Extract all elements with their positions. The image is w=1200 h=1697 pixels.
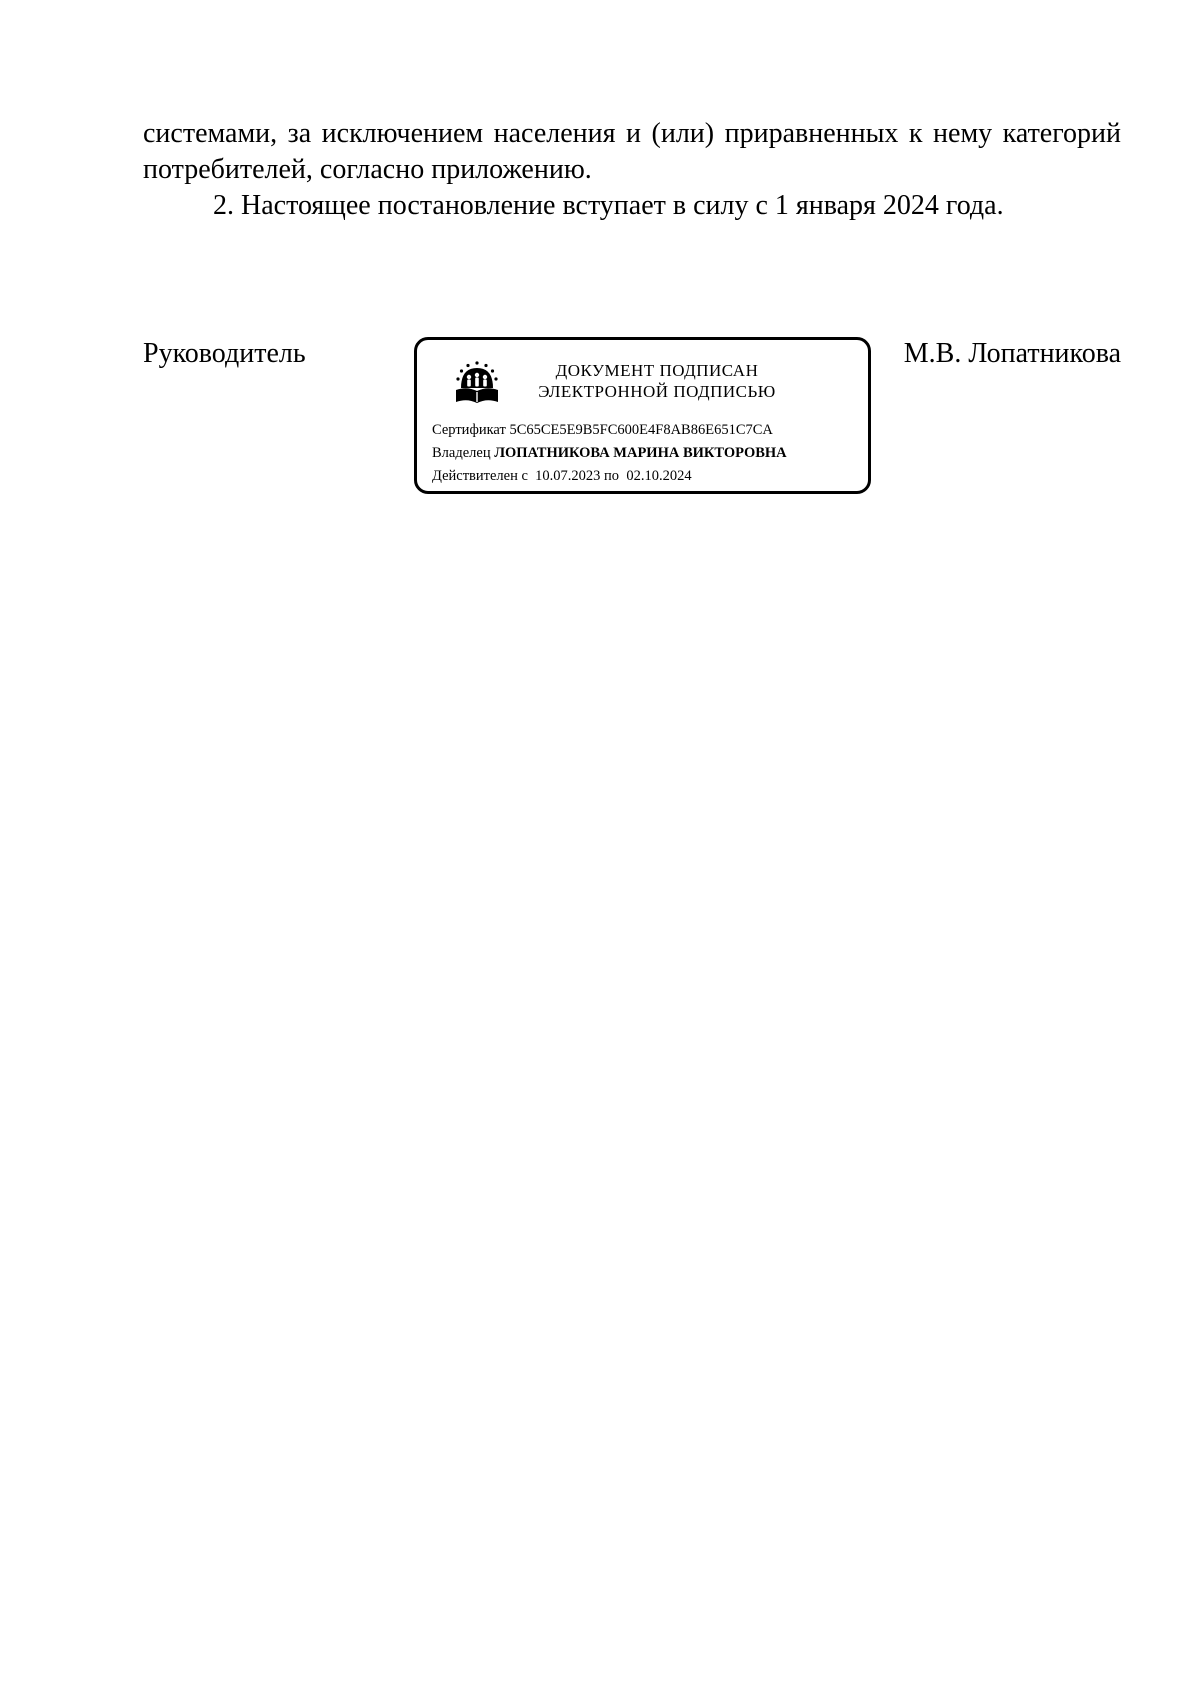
electronic-signature-stamp — [414, 337, 871, 494]
stamp-owner-row — [432, 444, 787, 462]
certificate-label: Сертификат — [432, 422, 506, 438]
certificate-value: 5C65CE5E9B5FC600E4F8AB86E651C7CA — [509, 422, 773, 438]
signatory-position: Руководитель — [143, 338, 306, 369]
valid-from-date: 10.07.2023 — [535, 468, 601, 484]
stamp-title — [527, 360, 787, 402]
stamp-title-line-2: ЭЛЕКТРОННОЙ ПОДПИСЬЮ — [538, 382, 776, 401]
valid-label: Действителен — [432, 468, 518, 484]
coat-of-arms-icon — [451, 358, 503, 410]
valid-from-label: с — [521, 468, 528, 484]
stamp-validity-row — [432, 467, 692, 485]
stamp-certificate-row — [432, 421, 773, 439]
signatory-name: М.В. Лопатникова — [903, 338, 1121, 369]
owner-value: ЛОПАТНИКОВА МАРИНА ВИКТОРОВНА — [494, 445, 787, 461]
owner-label: Владелец — [432, 445, 491, 461]
body-paragraph-2: 2. Настоящее постановление вступает в силу с 1 января 2024 года. — [213, 190, 1004, 221]
stamp-title-line-1: ДОКУМЕНТ ПОДПИСАН — [555, 361, 759, 380]
valid-to-date: 02.10.2024 — [626, 468, 692, 484]
valid-to-label: по — [604, 468, 620, 484]
body-paragraph-1: системами, за исключением населения и (или) приравненных к нему категорий потребителей, согласно приложению. — [143, 118, 1121, 185]
